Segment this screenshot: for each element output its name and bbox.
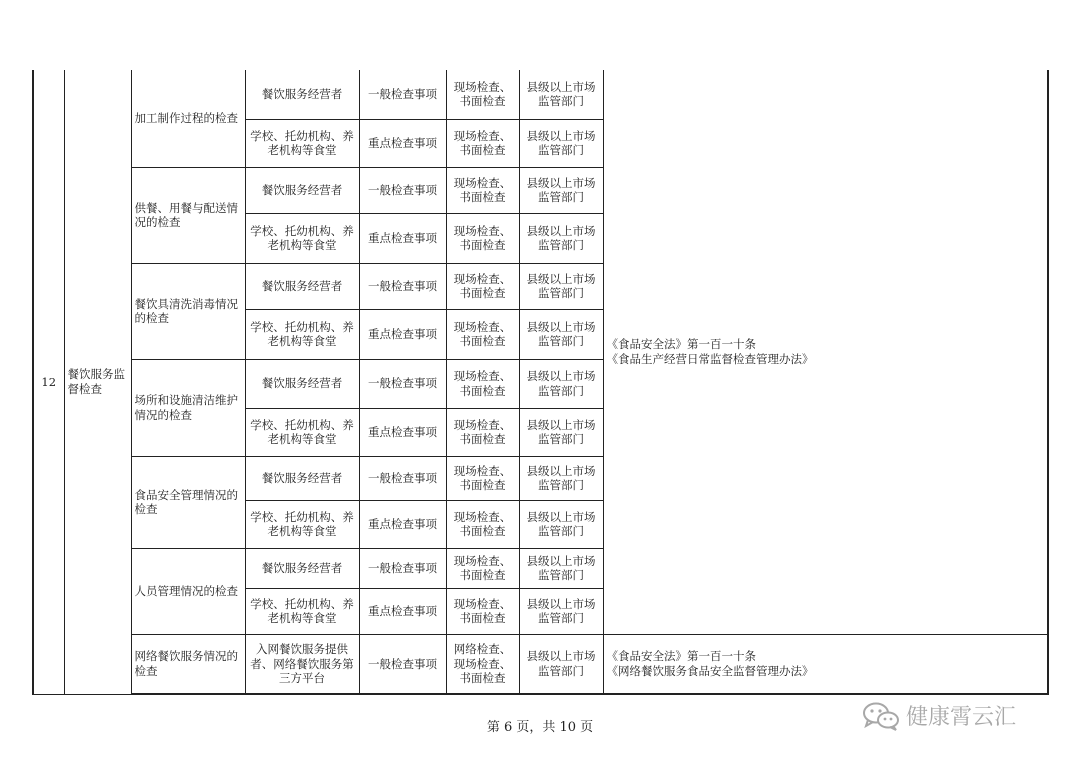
check-method: 现场检查、书面检查	[446, 119, 519, 167]
check-method: 现场检查、书面检查	[446, 500, 519, 548]
check-subject: 学校、托幼机构、养老机构等食堂	[245, 119, 359, 167]
check-method: 现场检查、书面检查	[446, 456, 519, 500]
item-number: 12	[33, 70, 64, 694]
check-subject: 入网餐饮服务提供者、网络餐饮服务第三方平台	[245, 634, 359, 694]
check-department: 县级以上市场监管部门	[519, 359, 603, 408]
check-subject: 餐饮服务经营者	[245, 263, 359, 309]
check-subject: 学校、托幼机构、养老机构等食堂	[245, 213, 359, 263]
check-department: 县级以上市场监管部门	[519, 167, 603, 213]
sub-item: 场所和设施清洁维护情况的检查	[131, 359, 245, 456]
check-method: 现场检查、书面检查	[446, 213, 519, 263]
check-method: 现场检查、书面检查	[446, 309, 519, 359]
item-name: 餐饮服务监督检查	[64, 70, 131, 694]
legal-basis-line: 《网络餐饮服务食品安全监督管理办法》	[606, 663, 814, 678]
page-number: 第 6 页，共 10 页	[486, 720, 594, 735]
check-department: 县级以上市场监管部门	[519, 119, 603, 167]
check-method: 现场检查、书面检查	[446, 588, 519, 634]
check-type: 一般检查事项	[359, 634, 446, 694]
sub-item: 食品安全管理情况的检查	[131, 456, 245, 548]
legal-basis-line: 《食品安全法》第一百一十条	[606, 337, 756, 352]
check-method: 网络检查、现场检查、书面检查	[446, 634, 519, 694]
watermark	[862, 700, 1016, 731]
inspection-table	[32, 70, 1049, 695]
check-method: 现场检查、书面检查	[446, 70, 519, 119]
wechat-icon	[862, 701, 900, 731]
check-department: 县级以上市场监管部门	[519, 634, 603, 694]
sub-item: 加工制作过程的检查	[131, 70, 245, 167]
check-department: 县级以上市场监管部门	[519, 588, 603, 634]
check-subject: 餐饮服务经营者	[245, 167, 359, 213]
sub-item: 网络餐饮服务情况的检查	[131, 634, 245, 694]
check-department: 县级以上市场监管部门	[519, 309, 603, 359]
check-type: 一般检查事项	[359, 359, 446, 408]
check-type: 重点检查事项	[359, 500, 446, 548]
check-department: 县级以上市场监管部门	[519, 456, 603, 500]
check-department: 县级以上市场监管部门	[519, 263, 603, 309]
check-type: 重点检查事项	[359, 408, 446, 456]
legal-basis-line: 《食品安全法》第一百一十条	[606, 649, 756, 664]
check-department: 县级以上市场监管部门	[519, 213, 603, 263]
check-subject: 餐饮服务经营者	[245, 359, 359, 408]
check-method: 现场检查、书面检查	[446, 167, 519, 213]
check-type: 一般检查事项	[359, 456, 446, 500]
watermark-text: 健康霄云汇	[906, 705, 1017, 730]
check-subject: 学校、托幼机构、养老机构等食堂	[245, 309, 359, 359]
check-department: 县级以上市场监管部门	[519, 500, 603, 548]
check-type: 一般检查事项	[359, 548, 446, 588]
check-method: 现场检查、书面检查	[446, 263, 519, 309]
check-type: 一般检查事项	[359, 70, 446, 119]
legal-basis-main	[603, 70, 1048, 634]
check-subject: 餐饮服务经营者	[245, 70, 359, 119]
check-method: 现场检查、书面检查	[446, 548, 519, 588]
sub-item: 餐饮具清洗消毒情况的检查	[131, 263, 245, 359]
check-department: 县级以上市场监管部门	[519, 548, 603, 588]
check-type: 重点检查事项	[359, 213, 446, 263]
check-method: 现场检查、书面检查	[446, 359, 519, 408]
check-type: 重点检查事项	[359, 119, 446, 167]
check-department: 县级以上市场监管部门	[519, 408, 603, 456]
check-type: 重点检查事项	[359, 588, 446, 634]
check-subject: 学校、托幼机构、养老机构等食堂	[245, 588, 359, 634]
check-subject: 学校、托幼机构、养老机构等食堂	[245, 500, 359, 548]
check-department: 县级以上市场监管部门	[519, 70, 603, 119]
check-subject: 餐饮服务经营者	[245, 548, 359, 588]
legal-basis-online	[603, 634, 1048, 694]
sub-item: 人员管理情况的检查	[131, 548, 245, 634]
check-method: 现场检查、书面检查	[446, 408, 519, 456]
sub-item: 供餐、用餐与配送情况的检查	[131, 167, 245, 263]
check-type: 一般检查事项	[359, 263, 446, 309]
check-type: 一般检查事项	[359, 167, 446, 213]
legal-basis-line: 《食品生产经营日常监督检查管理办法》	[606, 351, 814, 366]
check-subject: 餐饮服务经营者	[245, 456, 359, 500]
check-subject: 学校、托幼机构、养老机构等食堂	[245, 408, 359, 456]
check-type: 重点检查事项	[359, 309, 446, 359]
